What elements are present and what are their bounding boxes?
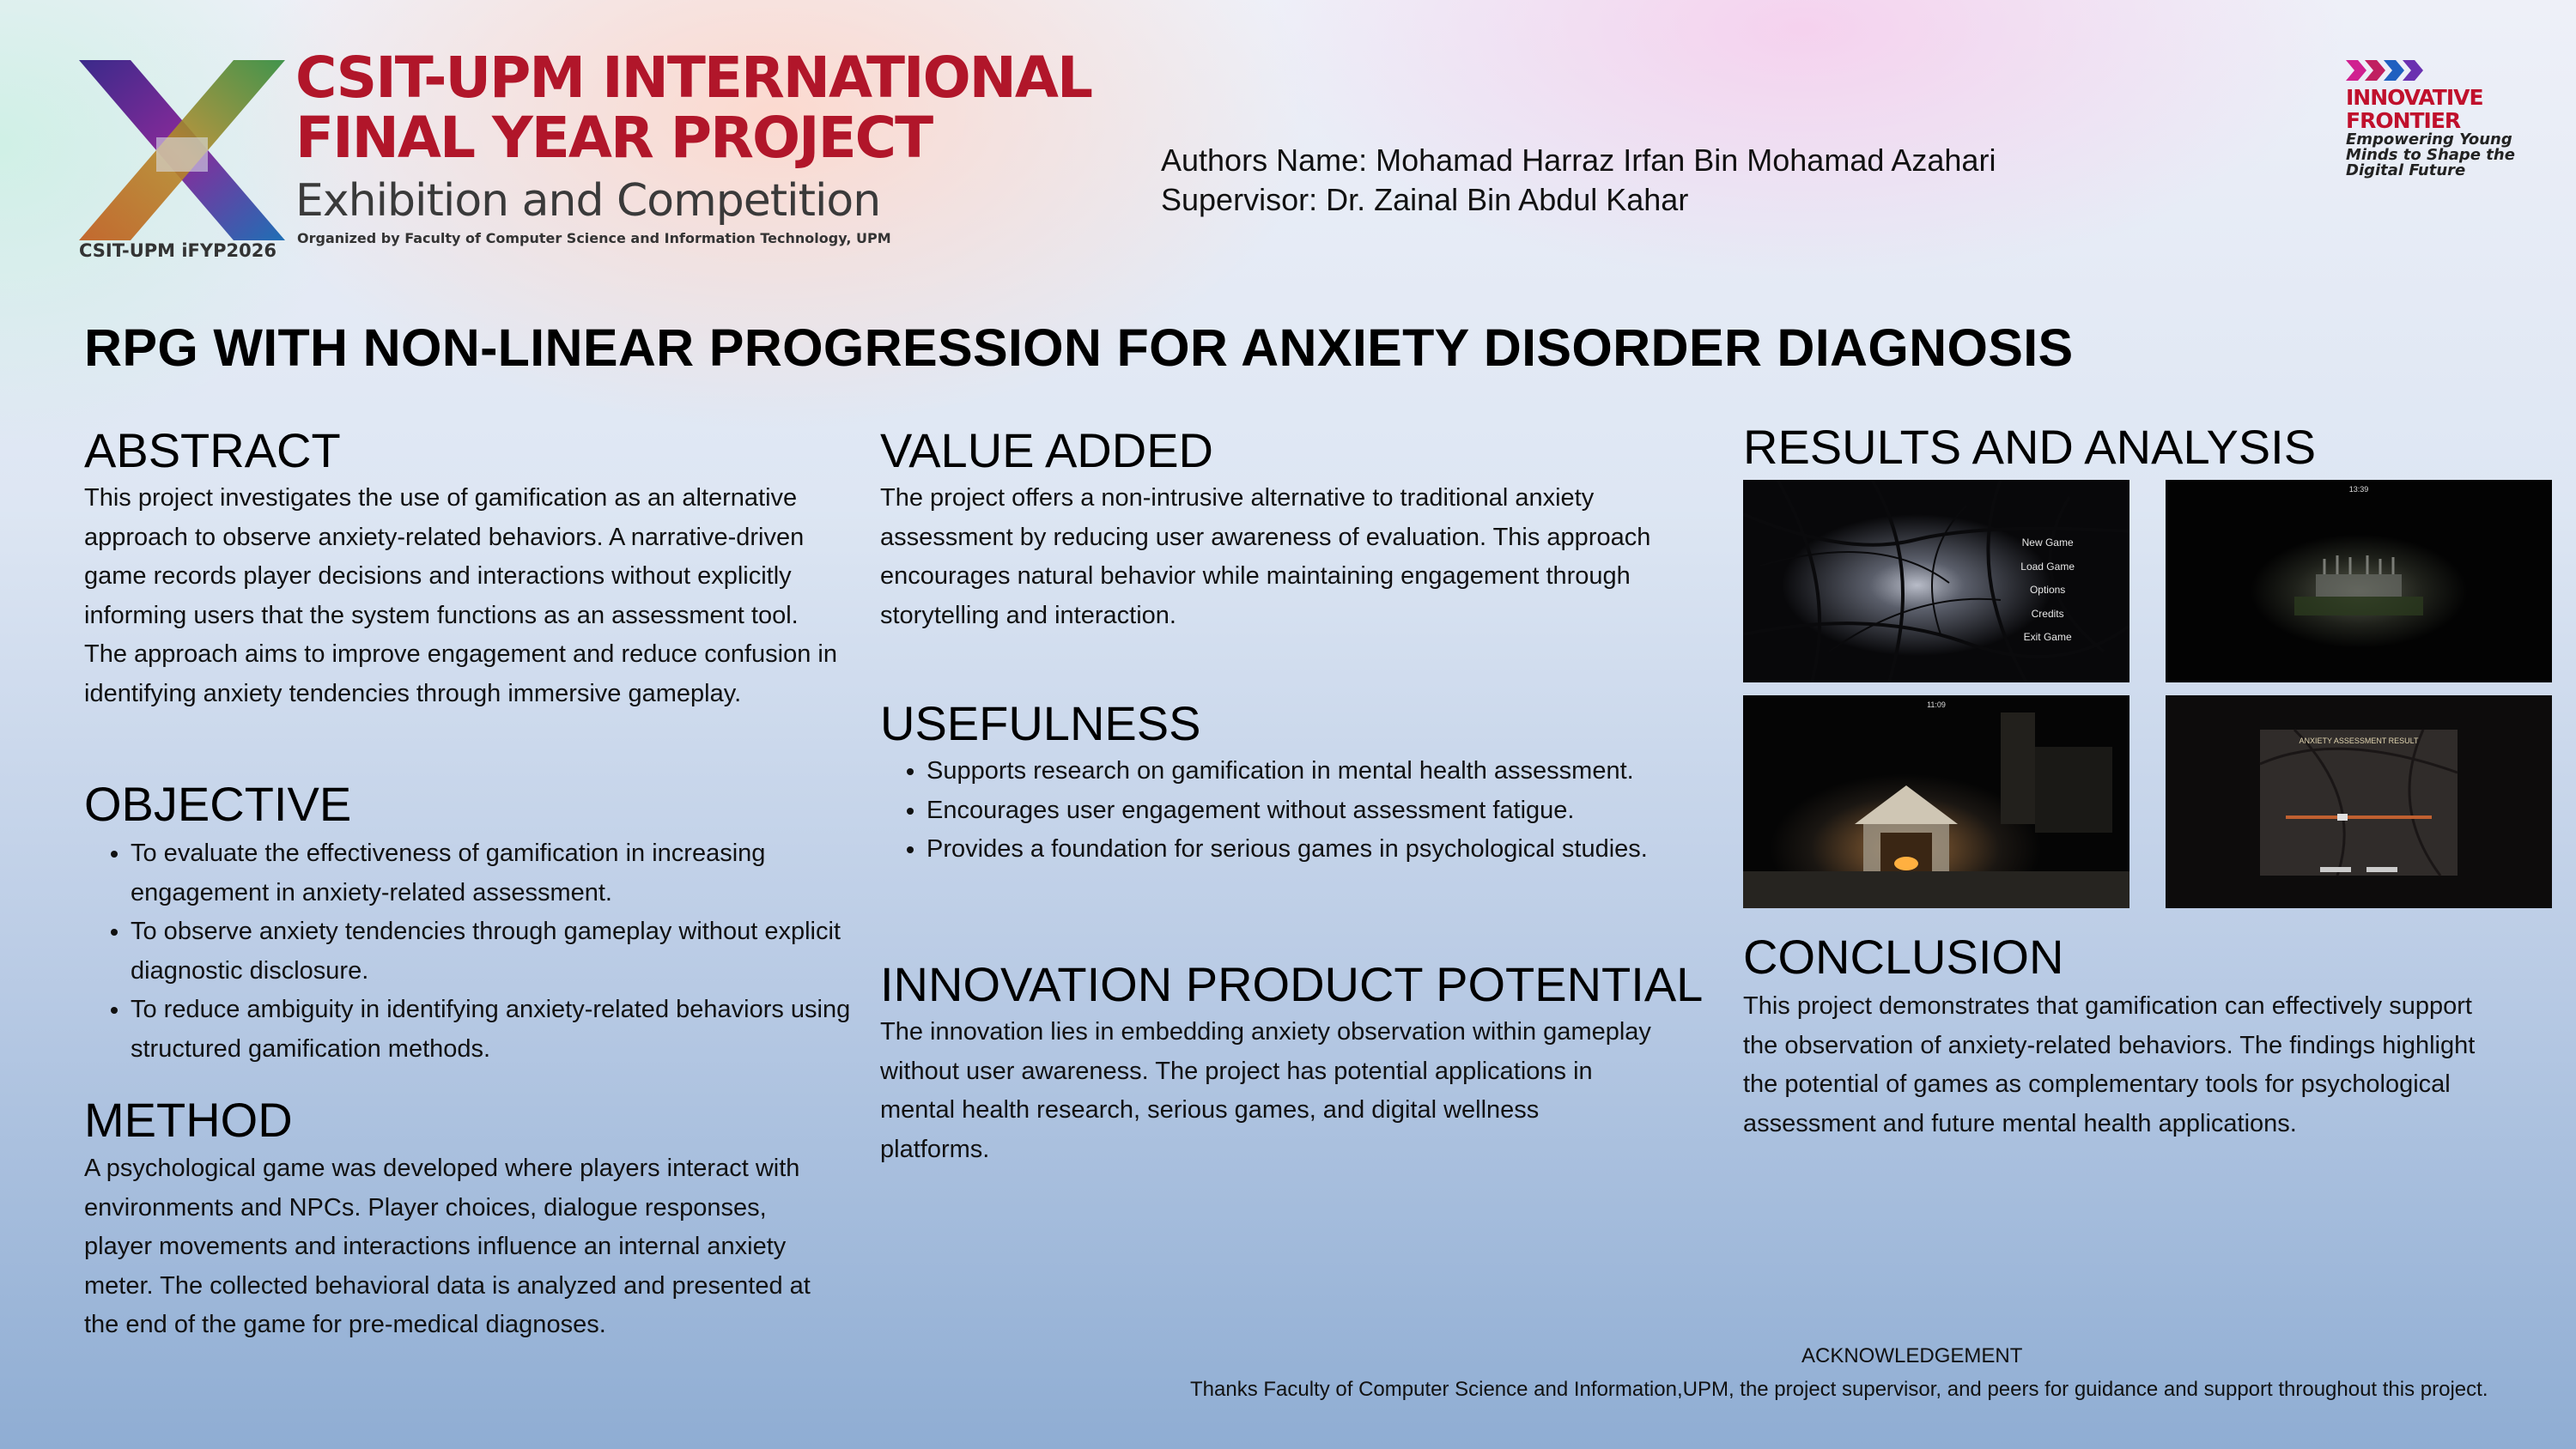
authors-block bbox=[1161, 141, 1996, 220]
value-added-text: The project offers a non-intrusive alternative to traditional anxiety assessment by reducing user awareness of evaluation. This approach encourages natural behavior while maintaining engagement through storytelling and interaction. bbox=[880, 484, 1651, 629]
poster-title: RPG WITH NON-LINEAR PROGRESSION FOR ANXIETY DISORDER DIAGNOSIS bbox=[84, 318, 2074, 377]
list-item: • To reduce ambiguity in identifying anxiety-related behaviors using structured gamification methods. bbox=[131, 991, 886, 1069]
graveyard-image bbox=[2166, 480, 2552, 682]
gazebo-scene-image bbox=[1743, 695, 2129, 908]
list-item: • To observe anxiety tendencies through gameplay without explicit diagnostic disclosure. bbox=[131, 912, 886, 991]
list-item: • Provides a foundation for serious games in psychological studies. bbox=[927, 830, 1751, 870]
usefulness-list bbox=[880, 752, 1751, 870]
chevron-arrows-icon bbox=[2346, 53, 2449, 88]
clock-display: 13:39 bbox=[2348, 485, 2369, 494]
authors-name: Authors Name: Mohamad Harraz Irfan Bin Mohamad Azahari bbox=[1161, 142, 1996, 178]
logo-code: CSIT-UPM iFYP2026 bbox=[79, 240, 276, 261]
screenshot-main-menu bbox=[1743, 480, 2129, 682]
conclusion-heading: CONCLUSION bbox=[1743, 930, 2064, 984]
main-menu bbox=[2020, 531, 2075, 650]
abstract-text: This project investigates the use of gamification as an alternative approach to observe anxiety-related behaviors. A narrative-driven game records player decisions and interactions without explicitly informing users that the system functions as an assessment tool. The approach aims to improve engagement and reduce confusion in identifying anxiety tendencies through immersive gameplay. bbox=[84, 484, 837, 707]
badge-tagline: Empowering Young Minds to Shape the Digital Future bbox=[2346, 130, 2515, 179]
menu-item-exit-game: Exit Game bbox=[2023, 631, 2072, 643]
menu-item-options: Options bbox=[2029, 584, 2066, 596]
screenshot-gazebo bbox=[1743, 695, 2129, 908]
screenshot-assessment-result bbox=[2166, 695, 2552, 908]
list-item: • To evaluate the effectiveness of gamification in increasing engagement in anxiety-related assessment. bbox=[131, 834, 886, 912]
logo-subtitle: Exhibition and Competition bbox=[295, 175, 881, 227]
abstract-heading: ABSTRACT bbox=[84, 423, 341, 477]
objective-heading: OBJECTIVE bbox=[84, 777, 352, 831]
badge-title: INNOVATIVE FRONTIER bbox=[2346, 85, 2483, 133]
logo-organizer: Organized by Faculty of Computer Science and Information Technology, UPM bbox=[297, 230, 891, 246]
acknowledgement-text: Thanks Faculty of Computer Science and Information,UPM, the project supervisor, and peers for guidance and support throughout this project. bbox=[1190, 1378, 2488, 1401]
innovative-frontier-badge bbox=[2342, 53, 2549, 182]
acknowledgement-heading: ACKNOWLEDGEMENT bbox=[1801, 1344, 2023, 1367]
logo-title: CSIT-UPM INTERNATIONAL FINAL YEAR PROJECT bbox=[295, 45, 1092, 171]
usefulness-heading: USEFULNESS bbox=[880, 696, 1201, 750]
x-emblem-icon bbox=[70, 52, 294, 249]
screenshot-graveyard bbox=[2166, 480, 2552, 682]
list-item: • Supports research on gamification in mental health assessment. bbox=[927, 752, 1751, 791]
method-heading: METHOD bbox=[84, 1093, 293, 1147]
innovation-text: The innovation lies in embedding anxiety observation within gameplay without user awareness. The project has potential applications in mental health research, serious games, and digital wellness platforms. bbox=[880, 1018, 1651, 1163]
conclusion-text: This project demonstrates that gamification can effectively support the observation of anxiety-related behaviors. The findings highlight the potential of games as complementary tools for psychological assessment and future mental health applications. bbox=[1743, 992, 2476, 1137]
results-heading: RESULTS AND ANALYSIS bbox=[1743, 420, 2317, 474]
menu-item-credits: Credits bbox=[2031, 607, 2064, 620]
supervisor-name: Supervisor: Dr. Zainal Bin Abdul Kahar bbox=[1161, 182, 1689, 217]
clock-display: 11:09 bbox=[1927, 700, 1946, 709]
innovation-heading: INNOVATION PRODUCT POTENTIAL bbox=[880, 957, 1704, 1011]
objective-list bbox=[84, 834, 886, 1069]
assessment-title: ANXIETY ASSESSMENT RESULT bbox=[2299, 737, 2419, 745]
list-item: • Encourages user engagement without assessment fatigue. bbox=[927, 791, 1751, 831]
assessment-screen-image bbox=[2166, 695, 2552, 908]
method-text: A psychological game was developed where players interact with environments and NPCs. Player choices, dialogue responses, player movements and interactions influence an internal anxiety meter. The collected behavioral data is analyzed and presented at the end of the game for pre-medical diagnoses. bbox=[84, 1155, 811, 1338]
menu-item-new-game: New Game bbox=[2021, 537, 2074, 549]
value-added-heading: VALUE ADDED bbox=[880, 423, 1213, 477]
event-logo bbox=[70, 45, 1109, 264]
menu-item-load-game: Load Game bbox=[2020, 560, 2075, 573]
